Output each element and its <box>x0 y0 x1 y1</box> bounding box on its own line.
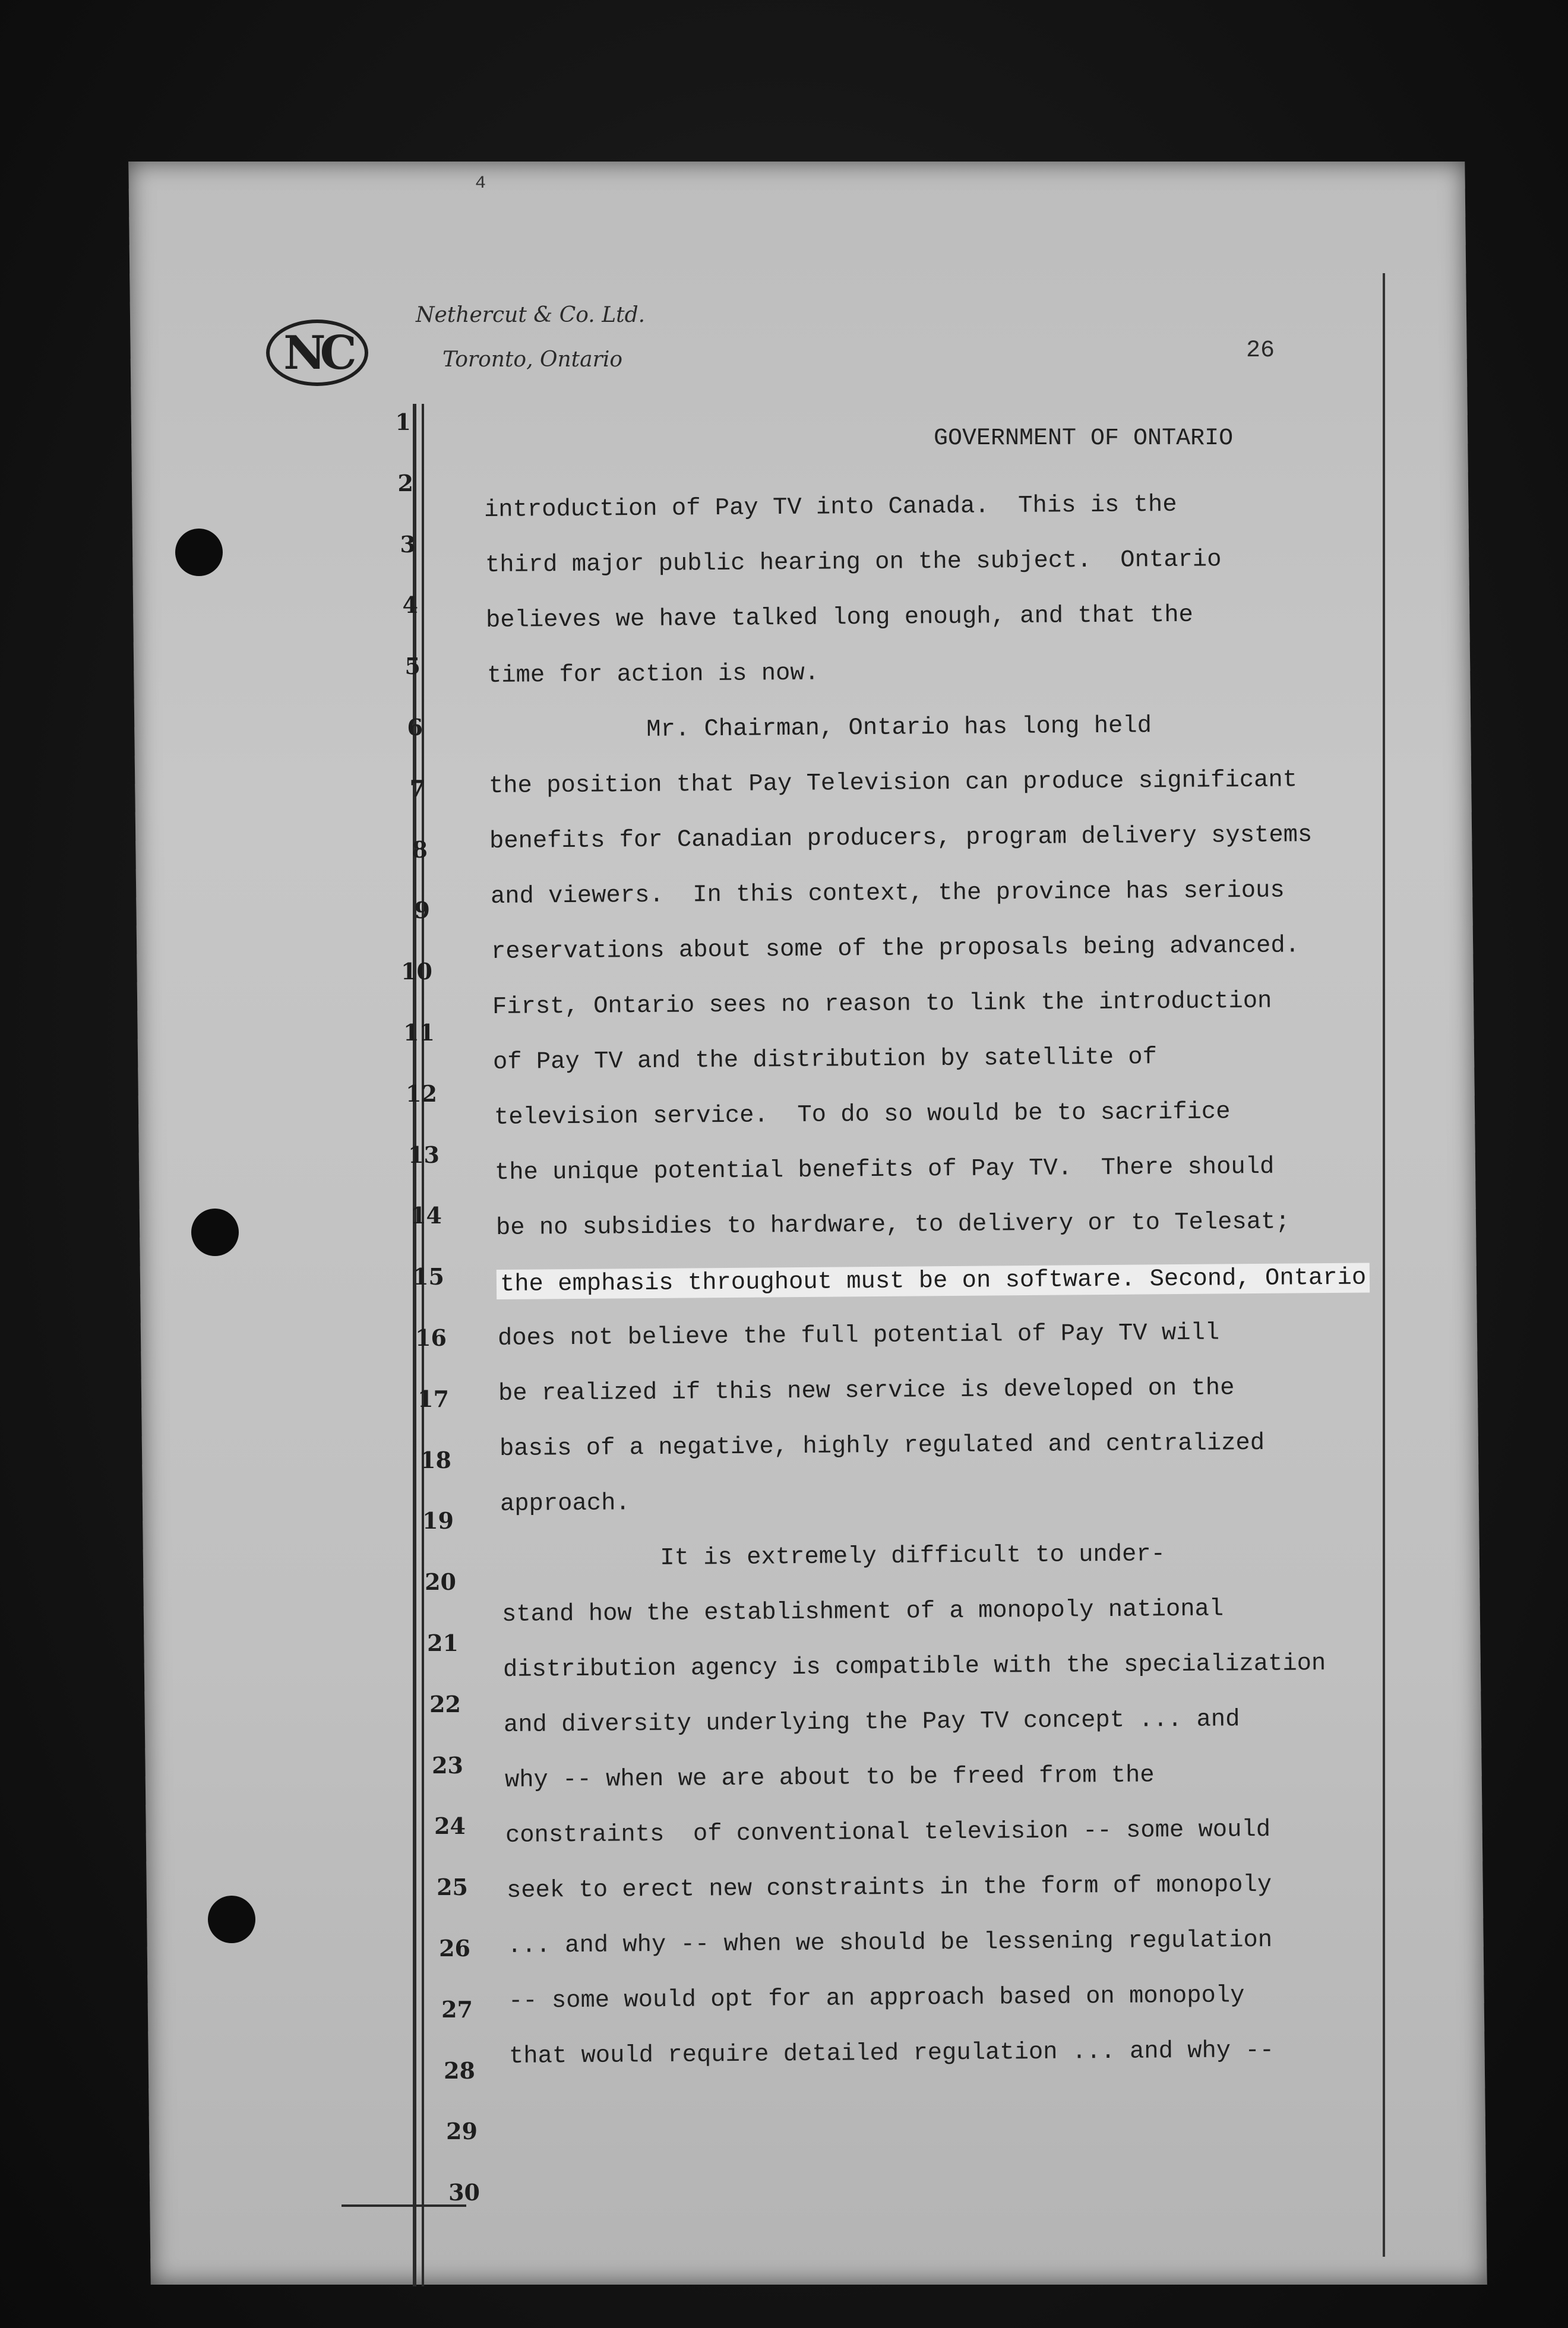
transcript-line: and diversity underlying the Pay TV concept ... and <box>503 1706 1240 1739</box>
line-number: 5 <box>404 653 421 680</box>
top-mark: 4 <box>475 173 486 194</box>
page-number: 26 <box>1246 337 1275 364</box>
line-number: 14 <box>410 1202 442 1229</box>
line-number: 8 <box>412 836 428 863</box>
transcript-line: the position that Pay Television can produce significant <box>488 766 1297 800</box>
transcript-line: does not believe the full potential of Pay TV will <box>497 1319 1219 1352</box>
line-number: 25 <box>437 1874 468 1901</box>
line-number: 9 <box>414 897 430 924</box>
transcript-line: that would require detailed regulation ... and why -- <box>508 2036 1275 2070</box>
line-number: 7 <box>409 774 425 802</box>
firm-name: Nethercut & Co. Ltd. <box>416 303 646 327</box>
line-number: 19 <box>422 1507 454 1535</box>
transcript-line: distribution agency is compatible with the specialization <box>502 1650 1326 1684</box>
transcript-line: be realized if this new service is developed on the <box>498 1374 1235 1407</box>
transcript-line: time for action is now. <box>486 659 819 689</box>
transcript-line: the unique potential benefits of Pay TV. There should <box>494 1153 1275 1187</box>
line-number: 1 <box>395 409 411 435</box>
transcript-line: First, Ontario sees no reason to link the introduction <box>492 987 1272 1021</box>
transcript-line: introduction of Pay TV into Canada. This is the <box>483 491 1177 524</box>
punch-hole <box>175 529 223 576</box>
transcript-line: why -- when we are about to be freed from the <box>504 1761 1155 1794</box>
line-number: 23 <box>432 1751 463 1779</box>
transcript-line: Mr. Chairman, Ontario has long held <box>487 712 1152 745</box>
punch-hole <box>208 1896 255 1943</box>
line-number: 18 <box>420 1446 451 1473</box>
line-number: 28 <box>444 2057 475 2084</box>
transcript-line: of Pay TV and the distribution by satellite of <box>492 1043 1158 1076</box>
line-number: 29 <box>446 2118 478 2145</box>
transcript-line: be no subsidies to hardware, to delivery or to Telesat; <box>495 1208 1290 1242</box>
line-number: 16 <box>415 1324 447 1351</box>
line-number: 6 <box>407 714 423 741</box>
line-number: 22 <box>429 1690 461 1717</box>
line-number: 30 <box>448 2179 480 2206</box>
line-number: 2 <box>397 469 413 496</box>
line-number: 21 <box>427 1630 459 1656</box>
right-margin-rule <box>1383 273 1385 2257</box>
line-number: 10 <box>401 958 432 985</box>
transcript-line: basis of a negative, highly regulated and centralized <box>499 1429 1264 1463</box>
line-number: 12 <box>406 1080 437 1107</box>
transcript-line: -- some would opt for an approach based on monopoly <box>508 1982 1245 2015</box>
transcript-line: third major public hearing on the subject. Ontario <box>485 546 1222 579</box>
transcript-line: television service. To do so would be to sacrifice <box>494 1098 1231 1131</box>
firm-city: Toronto, Ontario <box>442 347 623 372</box>
line-number: 17 <box>418 1385 449 1412</box>
transcript-line: ... and why -- when we should be lessening regulation <box>507 1926 1273 1960</box>
line-number: 27 <box>441 1995 473 2023</box>
transcript-line: stand how the establishment of a monopoly national <box>501 1595 1224 1628</box>
transcript-line: seek to erect new constraints in the form of monopoly <box>506 1871 1272 1905</box>
line-number: 20 <box>425 1568 456 1596</box>
line-number: 26 <box>439 1935 470 1962</box>
transcript-line: approach. <box>500 1489 630 1518</box>
punch-hole <box>191 1209 239 1256</box>
line-number: 24 <box>434 1813 466 1840</box>
transcript-line: benefits for Canadian producers, program delivery systems <box>489 821 1313 855</box>
transcript-line: It is extremely difficult to under- <box>501 1541 1165 1573</box>
transcript-line: believes we have talked long enough, and that the <box>485 601 1194 634</box>
transcript-line: constraints of conventional television -- some would <box>505 1815 1271 1849</box>
line-number: 15 <box>413 1263 444 1290</box>
transcript-line: the emphasis throughout must be on software. Second, Ontario <box>497 1263 1370 1299</box>
firm-logo: NC <box>266 320 368 386</box>
line-number: 13 <box>408 1141 440 1168</box>
page-heading: GOVERNMENT OF ONTARIO <box>934 425 1234 452</box>
line-number: 4 <box>402 592 418 619</box>
transcript-line: reservations about some of the proposals being advanced. <box>491 932 1300 966</box>
transcript-line: and viewers. In this context, the province has serious <box>490 877 1285 910</box>
line-number: 3 <box>400 530 416 558</box>
line-number: 11 <box>403 1019 435 1046</box>
